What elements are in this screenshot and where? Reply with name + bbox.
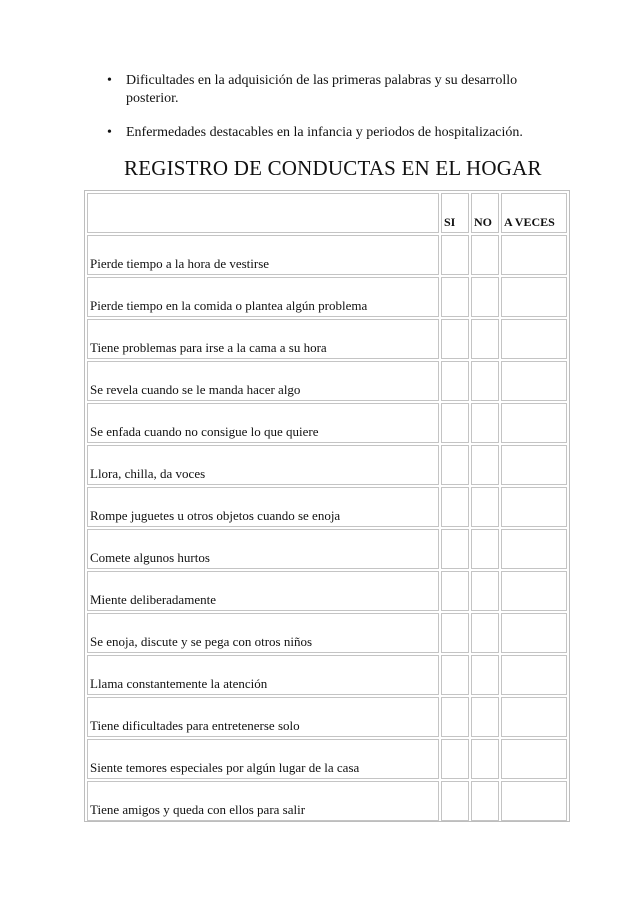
answer-cell-si[interactable] xyxy=(441,361,469,401)
answer-cell-a-veces[interactable] xyxy=(501,403,567,443)
bullet-icon: • xyxy=(107,125,112,140)
answer-cell-a-veces[interactable] xyxy=(501,571,567,611)
table-row xyxy=(87,739,567,779)
behavior-label: Rompe juguetes u otros objetos cuando se enoja xyxy=(87,487,439,527)
answer-cell-si[interactable] xyxy=(441,235,469,275)
table-row xyxy=(87,697,567,737)
answer-cell-a-veces[interactable] xyxy=(501,235,567,275)
behavior-label: Llora, chilla, da voces xyxy=(87,445,439,485)
answer-cell-no[interactable] xyxy=(471,529,499,569)
behavior-label: Miente deliberadamente xyxy=(87,571,439,611)
bullet-text: Dificultades en la adquisición de las primeras palabras y su desarrollo posterior. xyxy=(126,73,518,106)
answer-cell-si[interactable] xyxy=(441,697,469,737)
answer-cell-no[interactable] xyxy=(471,739,499,779)
table-row xyxy=(87,403,567,443)
answer-cell-si[interactable] xyxy=(441,445,469,485)
answer-cell-no[interactable] xyxy=(471,277,499,317)
bullet-list xyxy=(104,72,554,158)
answer-cell-no[interactable] xyxy=(471,781,499,821)
answer-cell-si[interactable] xyxy=(441,319,469,359)
answer-cell-a-veces[interactable] xyxy=(501,697,567,737)
answer-cell-a-veces[interactable] xyxy=(501,655,567,695)
answer-cell-si[interactable] xyxy=(441,403,469,443)
answer-cell-si[interactable] xyxy=(441,781,469,821)
answer-cell-si[interactable] xyxy=(441,655,469,695)
bullet-icon: • xyxy=(107,73,112,88)
behavior-label: Tiene problemas para irse a la cama a su hora xyxy=(87,319,439,359)
answer-cell-a-veces[interactable] xyxy=(501,277,567,317)
answer-cell-a-veces[interactable] xyxy=(501,361,567,401)
header-si: SI xyxy=(441,193,469,233)
answer-cell-no[interactable] xyxy=(471,403,499,443)
behavior-label: Pierde tiempo en la comida o plantea algún problema xyxy=(87,277,439,317)
answer-cell-si[interactable] xyxy=(441,277,469,317)
answer-cell-a-veces[interactable] xyxy=(501,487,567,527)
behavior-table-container xyxy=(84,190,570,822)
answer-cell-a-veces[interactable] xyxy=(501,739,567,779)
table-row xyxy=(87,445,567,485)
bullet-text: Enfermedades destacables en la infancia y periodos de hospitalización. xyxy=(126,125,523,140)
table-row xyxy=(87,781,567,821)
behavior-label: Comete algunos hurtos xyxy=(87,529,439,569)
answer-cell-si[interactable] xyxy=(441,739,469,779)
header-blank-cell xyxy=(87,193,439,233)
behavior-label: Pierde tiempo a la hora de vestirse xyxy=(87,235,439,275)
behavior-table xyxy=(85,191,569,823)
answer-cell-no[interactable] xyxy=(471,655,499,695)
answer-cell-a-veces[interactable] xyxy=(501,781,567,821)
bullet-item xyxy=(104,124,554,142)
answer-cell-si[interactable] xyxy=(441,571,469,611)
answer-cell-si[interactable] xyxy=(441,529,469,569)
answer-cell-no[interactable] xyxy=(471,319,499,359)
table-row xyxy=(87,529,567,569)
behavior-label: Tiene dificultades para entretenerse solo xyxy=(87,697,439,737)
header-no: NO xyxy=(471,193,499,233)
behavior-label: Se enfada cuando no consigue lo que quiere xyxy=(87,403,439,443)
bullet-item xyxy=(104,72,554,108)
answer-cell-a-veces[interactable] xyxy=(501,319,567,359)
answer-cell-a-veces[interactable] xyxy=(501,445,567,485)
table-row xyxy=(87,655,567,695)
table-row xyxy=(87,277,567,317)
answer-cell-si[interactable] xyxy=(441,613,469,653)
table-header-row xyxy=(87,193,567,233)
table-row xyxy=(87,319,567,359)
answer-cell-no[interactable] xyxy=(471,445,499,485)
table-row xyxy=(87,361,567,401)
table-row xyxy=(87,235,567,275)
answer-cell-no[interactable] xyxy=(471,487,499,527)
answer-cell-no[interactable] xyxy=(471,571,499,611)
behavior-label: Tiene amigos y queda con ellos para salir xyxy=(87,781,439,821)
table-row xyxy=(87,571,567,611)
answer-cell-no[interactable] xyxy=(471,361,499,401)
section-heading: REGISTRO DE CONDUCTAS EN EL HOGAR xyxy=(124,156,542,180)
table-row xyxy=(87,487,567,527)
behavior-label: Siente temores especiales por algún lugar de la casa xyxy=(87,739,439,779)
answer-cell-si[interactable] xyxy=(441,487,469,527)
behavior-label: Se revela cuando se le manda hacer algo xyxy=(87,361,439,401)
answer-cell-no[interactable] xyxy=(471,613,499,653)
table-row xyxy=(87,613,567,653)
answer-cell-a-veces[interactable] xyxy=(501,529,567,569)
answer-cell-no[interactable] xyxy=(471,235,499,275)
answer-cell-a-veces[interactable] xyxy=(501,613,567,653)
answer-cell-no[interactable] xyxy=(471,697,499,737)
header-a-veces: A VECES xyxy=(501,193,567,233)
behavior-label: Llama constantemente la atención xyxy=(87,655,439,695)
behavior-label: Se enoja, discute y se pega con otros niños xyxy=(87,613,439,653)
